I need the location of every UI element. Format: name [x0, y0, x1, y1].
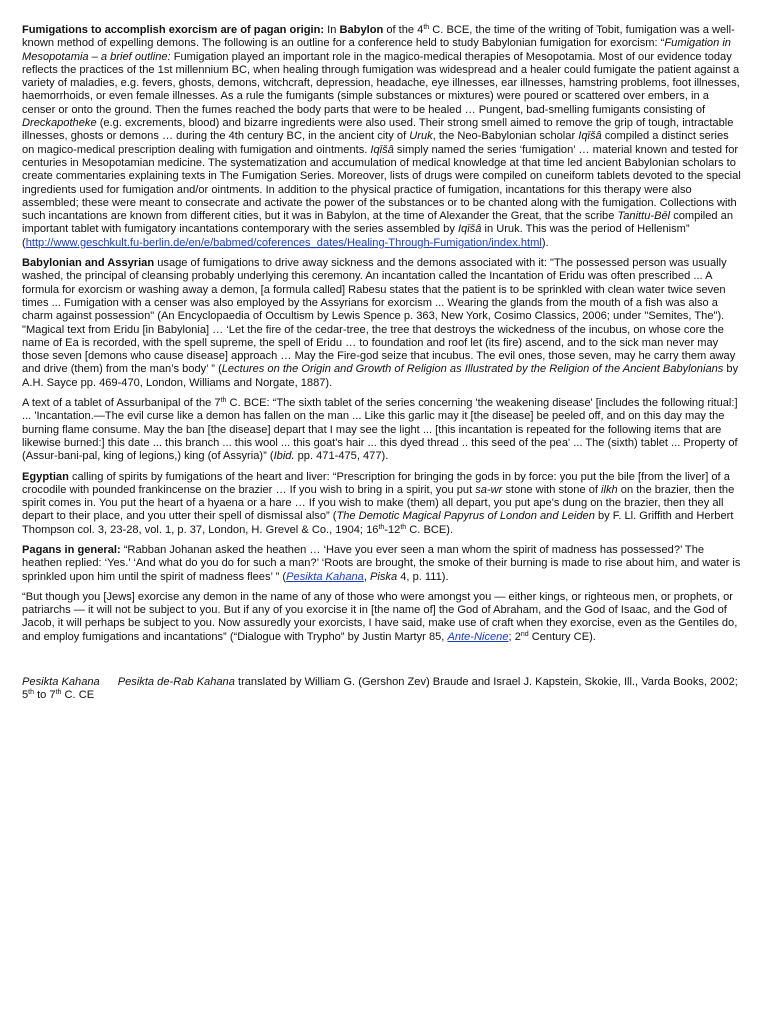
- book-title: Lectures on the Origin and Growth of Religion as Illustrated by the Religion of the Ancient Babylonians: [221, 363, 724, 376]
- section-heading: Babylonian and Assyrian: [22, 257, 155, 270]
- paragraph-assurbanipal-tablet: A text of a tablet of Assurbanipal of the 7th C. BCE: “The sixth tablet of the series concerning 'the weakening disease' [includes the following ritual:] ... 'Incantation.—The evil curse like a demon has fallen on the man ... Like this garlic may it [the disease] be peeled off, and on this day may the burning flame consume. May the ban [the disease] depart that I may see the light ... [this incantation is repeated for the following items that are likewise burned:] this date ... this branch ... this wool ... this goat's hair ... this dyed thread .. this seed of the pea' ... The (sixth) tablet ... Property of (Assur-bani-pal, king of legions,) king (of Assyria)” (Ibid. pp. 471-475, 477).: [22, 397, 738, 463]
- paragraph-babylon-fumigation: Fumigations to accomplish exorcism are of pagan origin: In Babylon of the 4th C. BCE, the time of the writing of Tobit, fumigation was a well-known method of expelling demons. The following is an outline for a conference held to study Babylonian fumigation for exorcism: “Fumigation in Mesopotamia – a brief outline: Fumigation played an important role in the magico-medical therapies of Mesopotamia. Most of our evidence today reflects the practices of the 1st millennium BC, when healing through fumigation was widespread and a healer could fumigate the patient against a variety of maladies, e.g. fevers, ghosts, demons, witchcraft, depression, headache, eye illnesses, ear illnesses, hamstring problems, foot illnesses, haemorrhoids, or even female illnesses. As a rule the fumigants (simple substances or mixtures) were poured or scattered over embers, in a censer or onto the ground. Then the fumes reached the body parts that were to be healed … Pungent, bad-smelling fumigants consisting of Dreckapotheke (e.g. excrements, blood) and bizarre ingredients were also used. Their strong smell aimed to remove the grip of tough, intractable illnesses, ghosts or demons … during the 4th century BC, in the ancient city of Uruk, the Neo-Babylonian scholar Iqīšâ compiled a distinct series on magico-medical prescription dealing with fumigation and ointments. Iqīšâ simply named the series ‘fumigation’ … material known and tested for centuries in Mesopotamian medicine. The systematization and accumulation of medical knowledge at that time led ancient Babylonian scholars to create commentaries explaining texts in The Fumigation Series. Moreover, lists of drugs were compiled on cuneiform tablets devoted to the special ingredients used for fumigation and/or ointments. In addition to the physical practice of fumigation, incantations for this therapy were also assembled; these were meant to consecrate and activate the power of the substances or to be chanted along with the fumigation. Collections with such incantations are known from different cities, but it was in Babylon, at the time of Alexander the Great, that the scribe Tanittu-Bēl compiled an important tablet with fumigatory incantations contemporary with the series assembled by Iqīšâ in Uruk. This was the period of Hellenism” (http://www.geschkult.fu-berlin.de/en/e/babmed/coferences_dates/Healing-Through-Fumigation/index.html).: [22, 24, 741, 249]
- section-heading: Pagans in general:: [22, 543, 121, 556]
- paragraph-pagans-general: Pagans in general: “Rabban Johanan asked the heathen … ‘Have you ever seen a man whom the spirit of madness has possessed?’ The heathen replied: ‘Yes.’ ‘And what do you do for such a man?’ ‘Roots are brought, the smoke of their burning is made to rise about him, and water is sprinkled upon him until the spirit of madness flees’ ” (Pesikta Kahana, Piska 4, p. 111).: [22, 543, 741, 583]
- document-page: [22, 24, 744, 710]
- link-pesikta-kahana[interactable]: Pesikta Kahana: [286, 570, 364, 583]
- book-title: The Demotic Magical Papyrus of London and Leiden: [336, 510, 595, 523]
- keyword-babylon: Babylon: [339, 24, 384, 36]
- section-heading: Egyptian: [22, 470, 69, 483]
- link-ante-nicene[interactable]: Ante-Nicene: [447, 630, 509, 643]
- section-heading: Fumigations to accomplish exorcism are of pagan origin:: [22, 24, 325, 36]
- source-link-geschkult[interactable]: http://www.geschkult.fu-berlin.de/en/e/babmed/coferences_dates/Healing-Through-Fumigation/index.html: [25, 236, 542, 249]
- paragraph-babylonian-assyrian: Babylonian and Assyrian usage of fumigations to drive away sickness and the demons associated with it: "The possessed person was usually washed, the principal of cleansing probably underlying this ceremony. An incantation called the Incantation of Eridu was often prescribed ... A formula for exorcism or washing away a demon, [a formula called] Rabesu states that the patient is to be sprinkled with clean water twice seven times ... Fumigation with a censer was also employed by the Assyrians for exorcism ... Wearing the glands from the mouth of a fish was also a charm against possession" (An Encyclopaedia of Occultism by Lewis Spence p. 363, New York, Cosimo Classics, 2006; under "Semites, The"). "Magical text from Eridu [in Babylonia] … ‘Let the fire of the cedar-tree, the tree that destroys the wickedness of the incubus, on whose core the name of Ea is recorded, with the spell supreme, the spell of Eridu … to foundation and roof let (its fire) ascend, and to the sick man never may those seven [demons who cause disease] approach … May the Fire-god seize that incubus. The evil ones, those seven, may he carry them away and drive (them) from the man’s body’ ” (Lectures on the Origin and Growth of Religion as Illustrated by the Religion of the Ancient Babylonians by A.H. Sayce pp. 469-470, London, Williams and Norgate, 1887).: [22, 257, 739, 389]
- footnote-pesikta-kahana: Pesikta Kahana Pesikta de-Rab Kahana translated by William G. (Gershon Zev) Braude and Israel J. Kapstein, Skokie, Ill., Varda Books, 2002; 5th to 7th C. CE: [22, 676, 738, 702]
- paragraph-justin-martyr: “But though you [Jews] exorcise any demon in the name of any of those who were amongst you — either kings, or righteous men, or prophets, or patriarchs — it will not be subject to you. But if any of you exorcise it in [the name of] the God of Abraham, and the God of Isaac, and the God of Jacob, it will perhaps be subject to you. Now assuredly your exorcists, I have said, make use of craft when they exorcise, even as the Gentiles do, and employ fumigations and incantations” (“Dialogue with Trypho” by Justin Martyr 85, Ante-Nicene; 2nd Century CE).: [22, 590, 738, 643]
- paragraph-egyptian: Egyptian calling of spirits by fumigations of the heart and liver: “Prescription for bringing the gods in by force: you put the bile [from the liver] of a crocodile with pounded frankincense on the brazier … If you wish to bring in a spirit, you put sa-wr stone with stone of ilkh on the brazier, then the spirit comes in. You put the heart of a hyaena or a hare … If you wish to make (them) all depart, you put ape's dung on the brazier, then they all depart to their place, and you utter their spell of dismissal also” (The Demotic Magical Papyrus of London and Leiden by F. Ll. Griffith and Herbert Thompson col. 3, 23-28, vol. 1, p. 37, London, H. Grevel & Co., 1904; 16th-12th C. BCE).: [22, 470, 735, 536]
